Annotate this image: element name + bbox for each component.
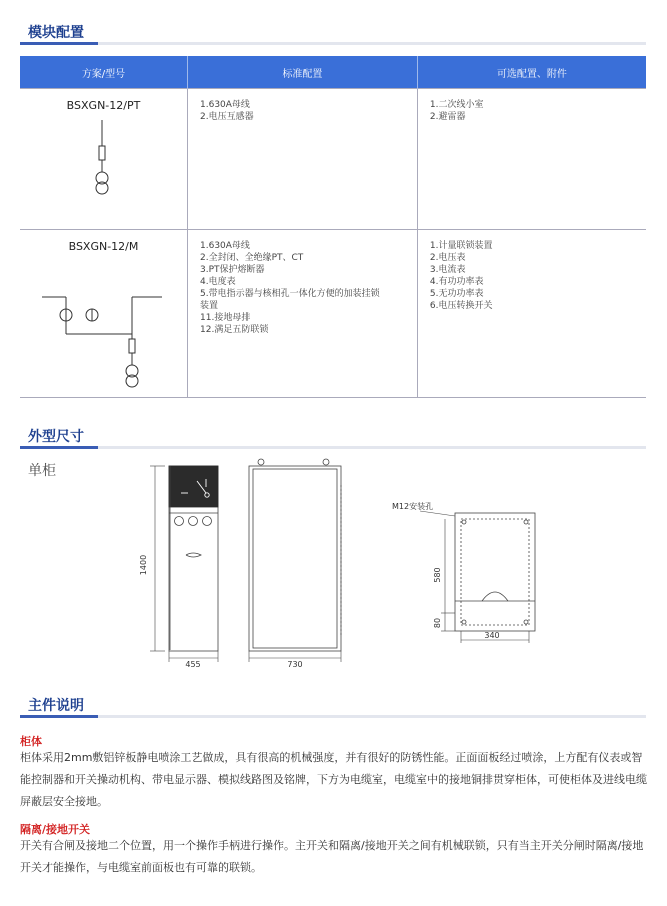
model-cell <box>20 230 188 398</box>
plan-580-label: 580 <box>433 567 442 583</box>
plan-580-dimension <box>441 519 455 613</box>
list-item: 1.二次线小室 <box>429 100 484 110</box>
cabinet-heading: 柜体 <box>20 735 42 748</box>
list-item: 2.电压表 <box>429 253 466 263</box>
mounting-hole-label: M12安装孔 <box>392 502 434 511</box>
list-item: 5.带电指示器与核相孔一体化方便的加装挂锁 <box>200 289 380 299</box>
section-divider <box>20 42 646 45</box>
section-title-modules: 模块配置 <box>28 25 84 41</box>
header-optional: 可选配置、附件 <box>417 56 646 89</box>
list-item: 2.避雷器 <box>429 112 466 122</box>
switch-paragraph: 开关有合闸及接地二个位置，用一个操作手柄进行操作。主开关和隔离/接地开关之间有机械联锁，只有当主开关分闸时隔离/接地开关才能操作，与电缆室前面板也有可靠的联锁。 <box>20 839 644 874</box>
model-name: BSXGN-12/PT <box>66 99 141 112</box>
side-depth-label: 730 <box>287 660 303 669</box>
list-item: 2.电压互感器 <box>200 112 254 122</box>
list-item: 12.满足五防联锁 <box>200 325 269 335</box>
cabinet-paragraph: 柜体采用2mm敷铝锌板静电喷涂工艺做成，具有很高的机械强度，并有很好的防锈性能。正面面板经过喷涂，上方配有仪表或智能控制器和开关操动机构、带电显示器、模拟线路图及铭牌，下方为电缆室，电缆室中的接地铜排贯穿柜体，可使柜体及进线电缆屏蔽层安全接地。 <box>20 751 647 808</box>
config-table <box>20 56 646 398</box>
list-item: 11.接地母排 <box>200 313 251 323</box>
list-item: 1.630A母线 <box>200 100 250 110</box>
table-row <box>20 89 646 230</box>
m-wiring-diagram <box>20 257 187 397</box>
list-item: 3.PT保护熔断器 <box>200 265 265 275</box>
standard-config-cell <box>188 230 418 398</box>
list-item: 装置 <box>200 301 219 311</box>
model-name: BSXGN-12/M <box>68 240 139 253</box>
list-item: 6.电压转换开关 <box>429 301 493 311</box>
header-standard: 标准配置 <box>188 56 418 89</box>
list-item: 4.电度表 <box>200 277 236 287</box>
standard-config-cell <box>188 89 418 230</box>
optional-config-cell <box>417 230 646 398</box>
header-scheme: 方案/型号 <box>20 56 188 89</box>
pt-wiring-diagram <box>20 116 187 226</box>
front-height-label: 1400 <box>139 554 148 576</box>
list-item: 1.630A母线 <box>200 241 250 251</box>
front-view <box>169 466 218 651</box>
section-title-main-desc: 主件说明 <box>28 698 84 714</box>
front-width-label: 455 <box>185 660 201 669</box>
plan-80-dimension <box>441 613 455 631</box>
table-row <box>20 230 646 398</box>
plan-340-label: 340 <box>484 631 500 640</box>
table-header-row <box>20 56 646 89</box>
switch-heading: 隔离/接地开关 <box>20 823 91 836</box>
list-item: 2.全封闭、全绝缘PT、CT <box>200 253 304 263</box>
optional-config-cell <box>417 89 646 230</box>
single-cabinet-label: 单柜 <box>28 463 56 479</box>
list-item: 1.计量联锁装置 <box>429 241 493 251</box>
list-item: 5.无功功率表 <box>429 289 484 299</box>
plan-80-label: 80 <box>433 617 442 629</box>
side-view <box>249 459 341 651</box>
section-divider <box>20 446 646 449</box>
list-item: 4.有功功率表 <box>429 277 484 287</box>
dimension-drawings <box>0 455 667 675</box>
model-cell <box>20 89 188 230</box>
list-item: 3.电流表 <box>429 265 466 275</box>
front-height-dimension <box>150 466 165 651</box>
plan-view <box>455 513 535 631</box>
section-divider <box>20 715 646 718</box>
section-title-dimensions: 外型尺寸 <box>28 429 84 445</box>
